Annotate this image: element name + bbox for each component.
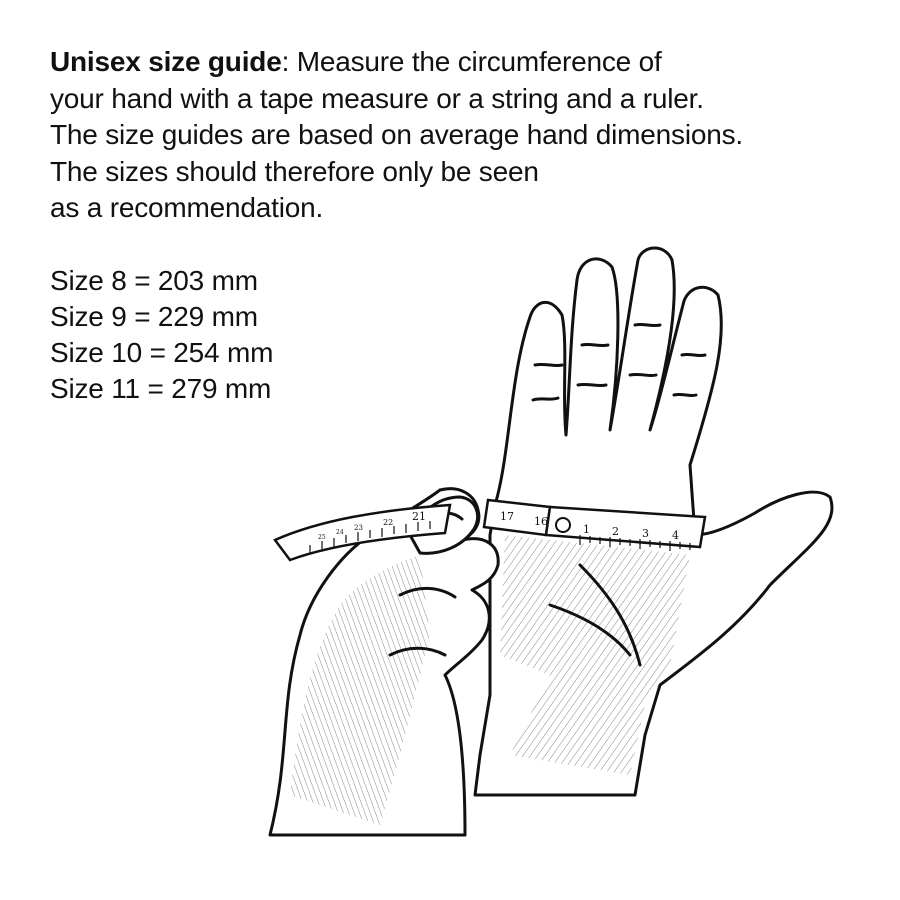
tape-number-mid: 16 bbox=[534, 515, 548, 528]
size-row-9: Size 9 = 229 mm bbox=[50, 301, 258, 332]
hand-measuring-tape-illustration bbox=[250, 235, 850, 855]
size-guide-description bbox=[50, 44, 850, 227]
tape-number-right: 1 bbox=[583, 523, 590, 536]
guide-line-5: as a recommendation. bbox=[50, 192, 324, 223]
guide-heading: Unisex size guide bbox=[50, 46, 282, 77]
guide-line-2: your hand with a tape measure or a string and a ruler. bbox=[50, 82, 704, 114]
size-row-11: Size 11 = 279 mm bbox=[50, 373, 272, 404]
tape-number-left: 21 bbox=[412, 510, 426, 523]
tape-number-right: 3 bbox=[642, 527, 649, 540]
tape-number-left: 22 bbox=[383, 518, 394, 527]
tape-number-right: 4 bbox=[672, 529, 679, 542]
guide-line-4: The sizes should therefore only be seen bbox=[50, 155, 539, 187]
tape-number-right: 2 bbox=[612, 525, 619, 538]
tape-number-left: 24 bbox=[336, 529, 344, 536]
guide-line-3: The size guides are based on average hand dimensions. bbox=[50, 119, 743, 150]
tape-number-left: 23 bbox=[354, 524, 363, 532]
guide-line-1-text: : Measure the circumference of bbox=[281, 46, 662, 77]
size-row-10: Size 10 = 254 mm bbox=[50, 337, 274, 368]
tape-number-mid: 17 bbox=[500, 510, 514, 523]
guide-line-1 bbox=[50, 44, 850, 81]
size-row-8: Size 8 = 203 mm bbox=[50, 265, 258, 296]
tape-number-left: 25 bbox=[318, 534, 326, 541]
